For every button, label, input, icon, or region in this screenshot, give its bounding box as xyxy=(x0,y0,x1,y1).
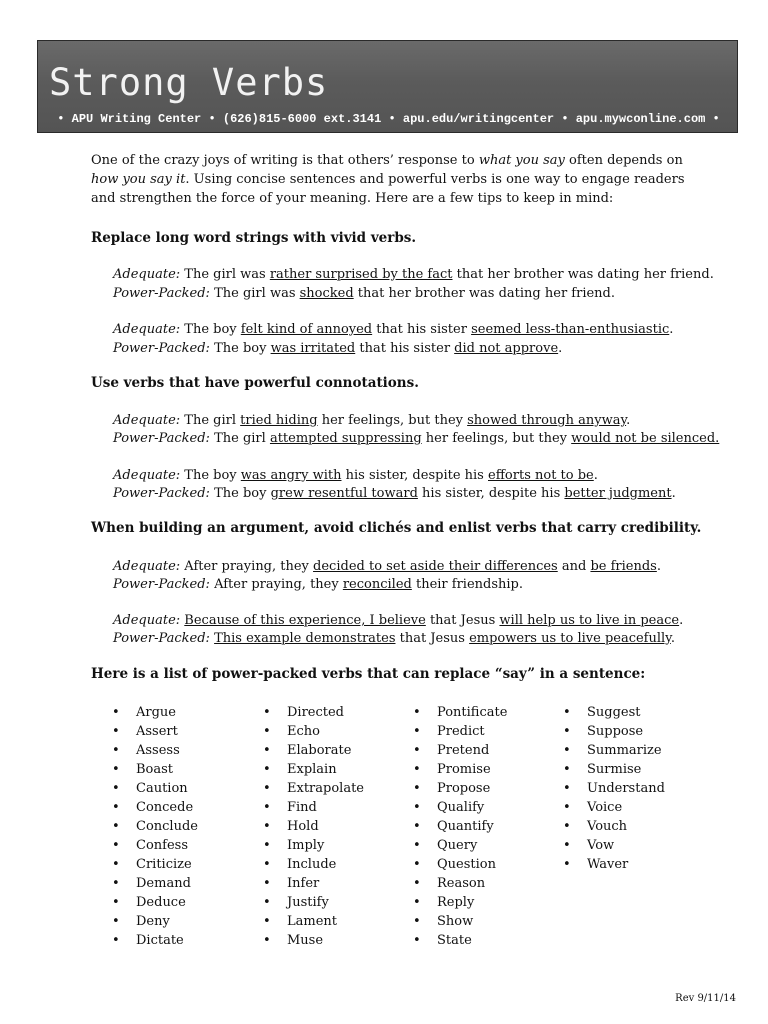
example-adequate: Adequate: After praying, they decided to set aside their differences and be friends. xyxy=(113,559,661,574)
verb-item: • Caution xyxy=(112,779,198,798)
verb-item: • Qualify xyxy=(413,798,507,817)
verb-item: • Confess xyxy=(112,836,198,855)
example-adequate: Adequate: The boy felt kind of annoyed that his sister seemed less-than-enthusiastic. xyxy=(113,322,674,337)
verb-item: • Concede xyxy=(112,798,198,817)
section-heading: When building an argument, avoid clichés and enlist verbs that carry credibility. xyxy=(91,520,702,536)
verb-item: • Summarize xyxy=(563,741,665,760)
verb-item: • Suppose xyxy=(563,722,665,741)
verb-item: • Understand xyxy=(563,779,665,798)
verb-column xyxy=(413,703,507,950)
verb-item: • Include xyxy=(263,855,364,874)
intro-line: and strengthen the force of your meaning. Here are a few tips to keep in mind: xyxy=(91,191,614,206)
verb-item: • Assess xyxy=(112,741,198,760)
verb-item: • Surmise xyxy=(563,760,665,779)
example-adequate: Adequate: The girl tried hiding her feelings, but they showed through anyway. xyxy=(113,413,631,428)
verb-item: • Lament xyxy=(263,912,364,931)
verb-item: • Predict xyxy=(413,722,507,741)
verb-item: • Show xyxy=(413,912,507,931)
list-heading: Here is a list of power-packed verbs that can replace “say” in a sentence: xyxy=(91,666,646,682)
verb-item: • Pontificate xyxy=(413,703,507,722)
verb-item: • Directed xyxy=(263,703,364,722)
verb-item: • Echo xyxy=(263,722,364,741)
example-power-packed: Power-Packed: This example demonstrates that Jesus empowers us to live peacefully. xyxy=(113,631,675,646)
verb-item: • State xyxy=(413,931,507,950)
verb-item: • Assert xyxy=(112,722,198,741)
intro-paragraph xyxy=(91,151,685,208)
verb-item: • Suggest xyxy=(563,703,665,722)
verb-item: • Query xyxy=(413,836,507,855)
verb-column xyxy=(563,703,665,874)
verb-item: • Boast xyxy=(112,760,198,779)
verb-item: • Reply xyxy=(413,893,507,912)
verb-item: • Hold xyxy=(263,817,364,836)
verb-item: • Quantify xyxy=(413,817,507,836)
verb-item: • Infer xyxy=(263,874,364,893)
verb-item: • Promise xyxy=(413,760,507,779)
intro-line: One of the crazy joys of writing is that others’ response to what you say often depends on xyxy=(91,153,683,168)
verb-item: • Vow xyxy=(563,836,665,855)
verb-item: • Conclude xyxy=(112,817,198,836)
verb-item: • Propose xyxy=(413,779,507,798)
section-heading: Use verbs that have powerful connotations. xyxy=(91,375,419,391)
example-power-packed: Power-Packed: After praying, they reconciled their friendship. xyxy=(113,577,523,592)
verb-column xyxy=(263,703,364,950)
verb-item: • Criticize xyxy=(112,855,198,874)
verb-item: • Deny xyxy=(112,912,198,931)
verb-item: • Reason xyxy=(413,874,507,893)
verb-item: • Imply xyxy=(263,836,364,855)
verb-item: • Pretend xyxy=(413,741,507,760)
header-banner xyxy=(37,40,738,133)
verb-item: • Muse xyxy=(263,931,364,950)
verb-item: • Deduce xyxy=(112,893,198,912)
verb-item: • Voice xyxy=(563,798,665,817)
page-title: Strong Verbs xyxy=(49,61,329,104)
verb-column xyxy=(112,703,198,950)
example-adequate: Adequate: The girl was rather surprised by the fact that her brother was dating her friend. xyxy=(113,267,714,282)
verb-item: • Elaborate xyxy=(263,741,364,760)
example-power-packed: Power-Packed: The boy was irritated that his sister did not approve. xyxy=(113,341,563,356)
example-power-packed: Power-Packed: The girl attempted suppressing her feelings, but they would not be silenced. xyxy=(113,431,720,446)
verb-item: • Question xyxy=(413,855,507,874)
verb-item: • Explain xyxy=(263,760,364,779)
verb-item: • Waver xyxy=(563,855,665,874)
verb-item: • Justify xyxy=(263,893,364,912)
example-adequate: Adequate: Because of this experience, I believe that Jesus will help us to live in peace. xyxy=(113,613,684,628)
revision-date: Rev 9/11/14 xyxy=(675,993,736,1004)
verb-item: • Extrapolate xyxy=(263,779,364,798)
verb-item: • Dictate xyxy=(112,931,198,950)
example-power-packed: Power-Packed: The girl was shocked that her brother was dating her friend. xyxy=(113,286,615,301)
contact-info: • APU Writing Center • (626)815-6000 ext.3141 • apu.edu/writingcenter • apu.mywconline.com • xyxy=(57,112,720,126)
verb-item: • Argue xyxy=(112,703,198,722)
example-power-packed: Power-Packed: The boy grew resentful toward his sister, despite his better judgment. xyxy=(113,486,676,501)
example-adequate: Adequate: The boy was angry with his sister, despite his efforts not to be. xyxy=(113,468,598,483)
section-heading: Replace long word strings with vivid verbs. xyxy=(91,230,417,246)
intro-line: how you say it. Using concise sentences and powerful verbs is one way to engage readers xyxy=(91,172,685,187)
verb-item: • Demand xyxy=(112,874,198,893)
verb-item: • Find xyxy=(263,798,364,817)
verb-item: • Vouch xyxy=(563,817,665,836)
